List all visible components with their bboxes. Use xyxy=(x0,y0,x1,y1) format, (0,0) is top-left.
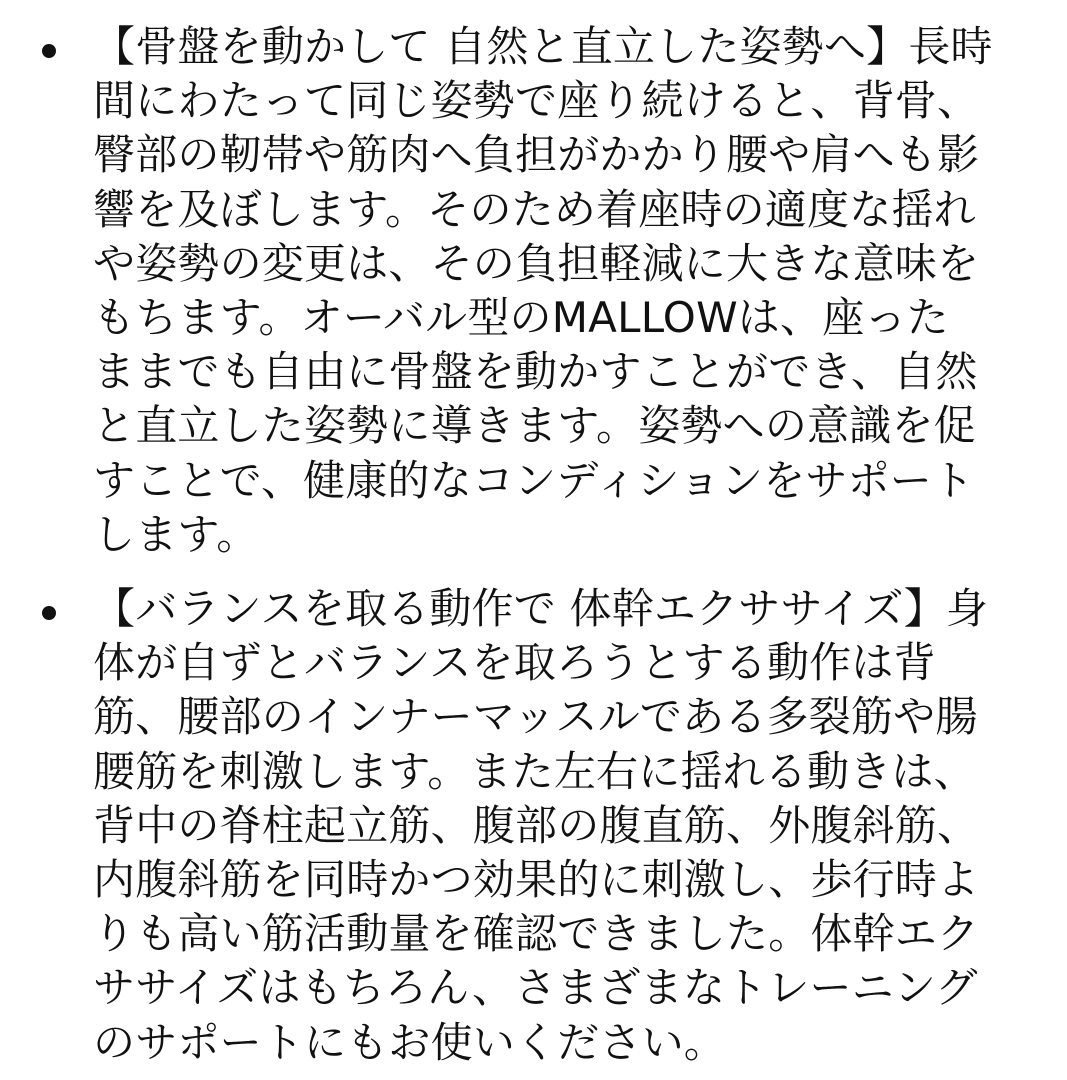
text-line: すことで、健康的なコンディションをサポート xyxy=(93,455,975,505)
text-line: や姿勢の変更は、その負担軽減に大きな意味を xyxy=(93,238,980,288)
text-line: 【バランスを取る動作で 体幹エクササイズ】身 xyxy=(93,584,989,634)
text-line: のサポートにもお使いください。 xyxy=(93,1017,727,1067)
text-line: 体が自ずとバランスを取ろうとする動作は背 xyxy=(93,638,936,688)
text-line: ままでも自由に骨盤を動かすことができ、自然 xyxy=(93,347,978,397)
text-line: 腰筋を刺激します。また左右に揺れる動きは、 xyxy=(93,746,976,796)
bullet-dot-icon xyxy=(42,44,56,58)
bullet-dot-icon xyxy=(42,606,56,620)
bullet-item-core-exercise xyxy=(38,582,1027,1070)
text-line: 内腹斜筋を同時かつ効果的に刺激し、歩行時よ xyxy=(93,855,980,905)
text-line: と直立した姿勢に導きます。姿勢への意識を促 xyxy=(93,401,976,451)
text-line: 背中の脊柱起立筋、腹部の腹直筋、外腹斜筋、 xyxy=(93,800,980,850)
text-line: もちます。オーバル型のMALLOWは、座った xyxy=(93,293,949,343)
text-line: ササイズはもちろん、さまざまなトレーニング xyxy=(93,963,978,1013)
text-line: します。 xyxy=(93,509,259,559)
text-line: りも高い筋活動量を確認できました。体幹エク xyxy=(93,909,980,959)
text-line: 響を及ぼします。そのため着座時の適度な揺れ xyxy=(93,184,976,234)
text-line: 【骨盤を動かして 自然と直立した姿勢へ】長時 xyxy=(93,22,993,71)
text-line: 臀部の靭帯や筋肉へ負担がかかり腰や肩へも影 xyxy=(93,130,980,180)
text-line: 筋、腰部のインナーマッスルである多裂筋や腸 xyxy=(93,692,978,742)
text-line: 間にわたって同じ姿勢で座り続けると、背骨、 xyxy=(93,76,980,126)
bullet-item-posture xyxy=(38,20,1027,562)
bullet-list xyxy=(38,20,1027,1070)
